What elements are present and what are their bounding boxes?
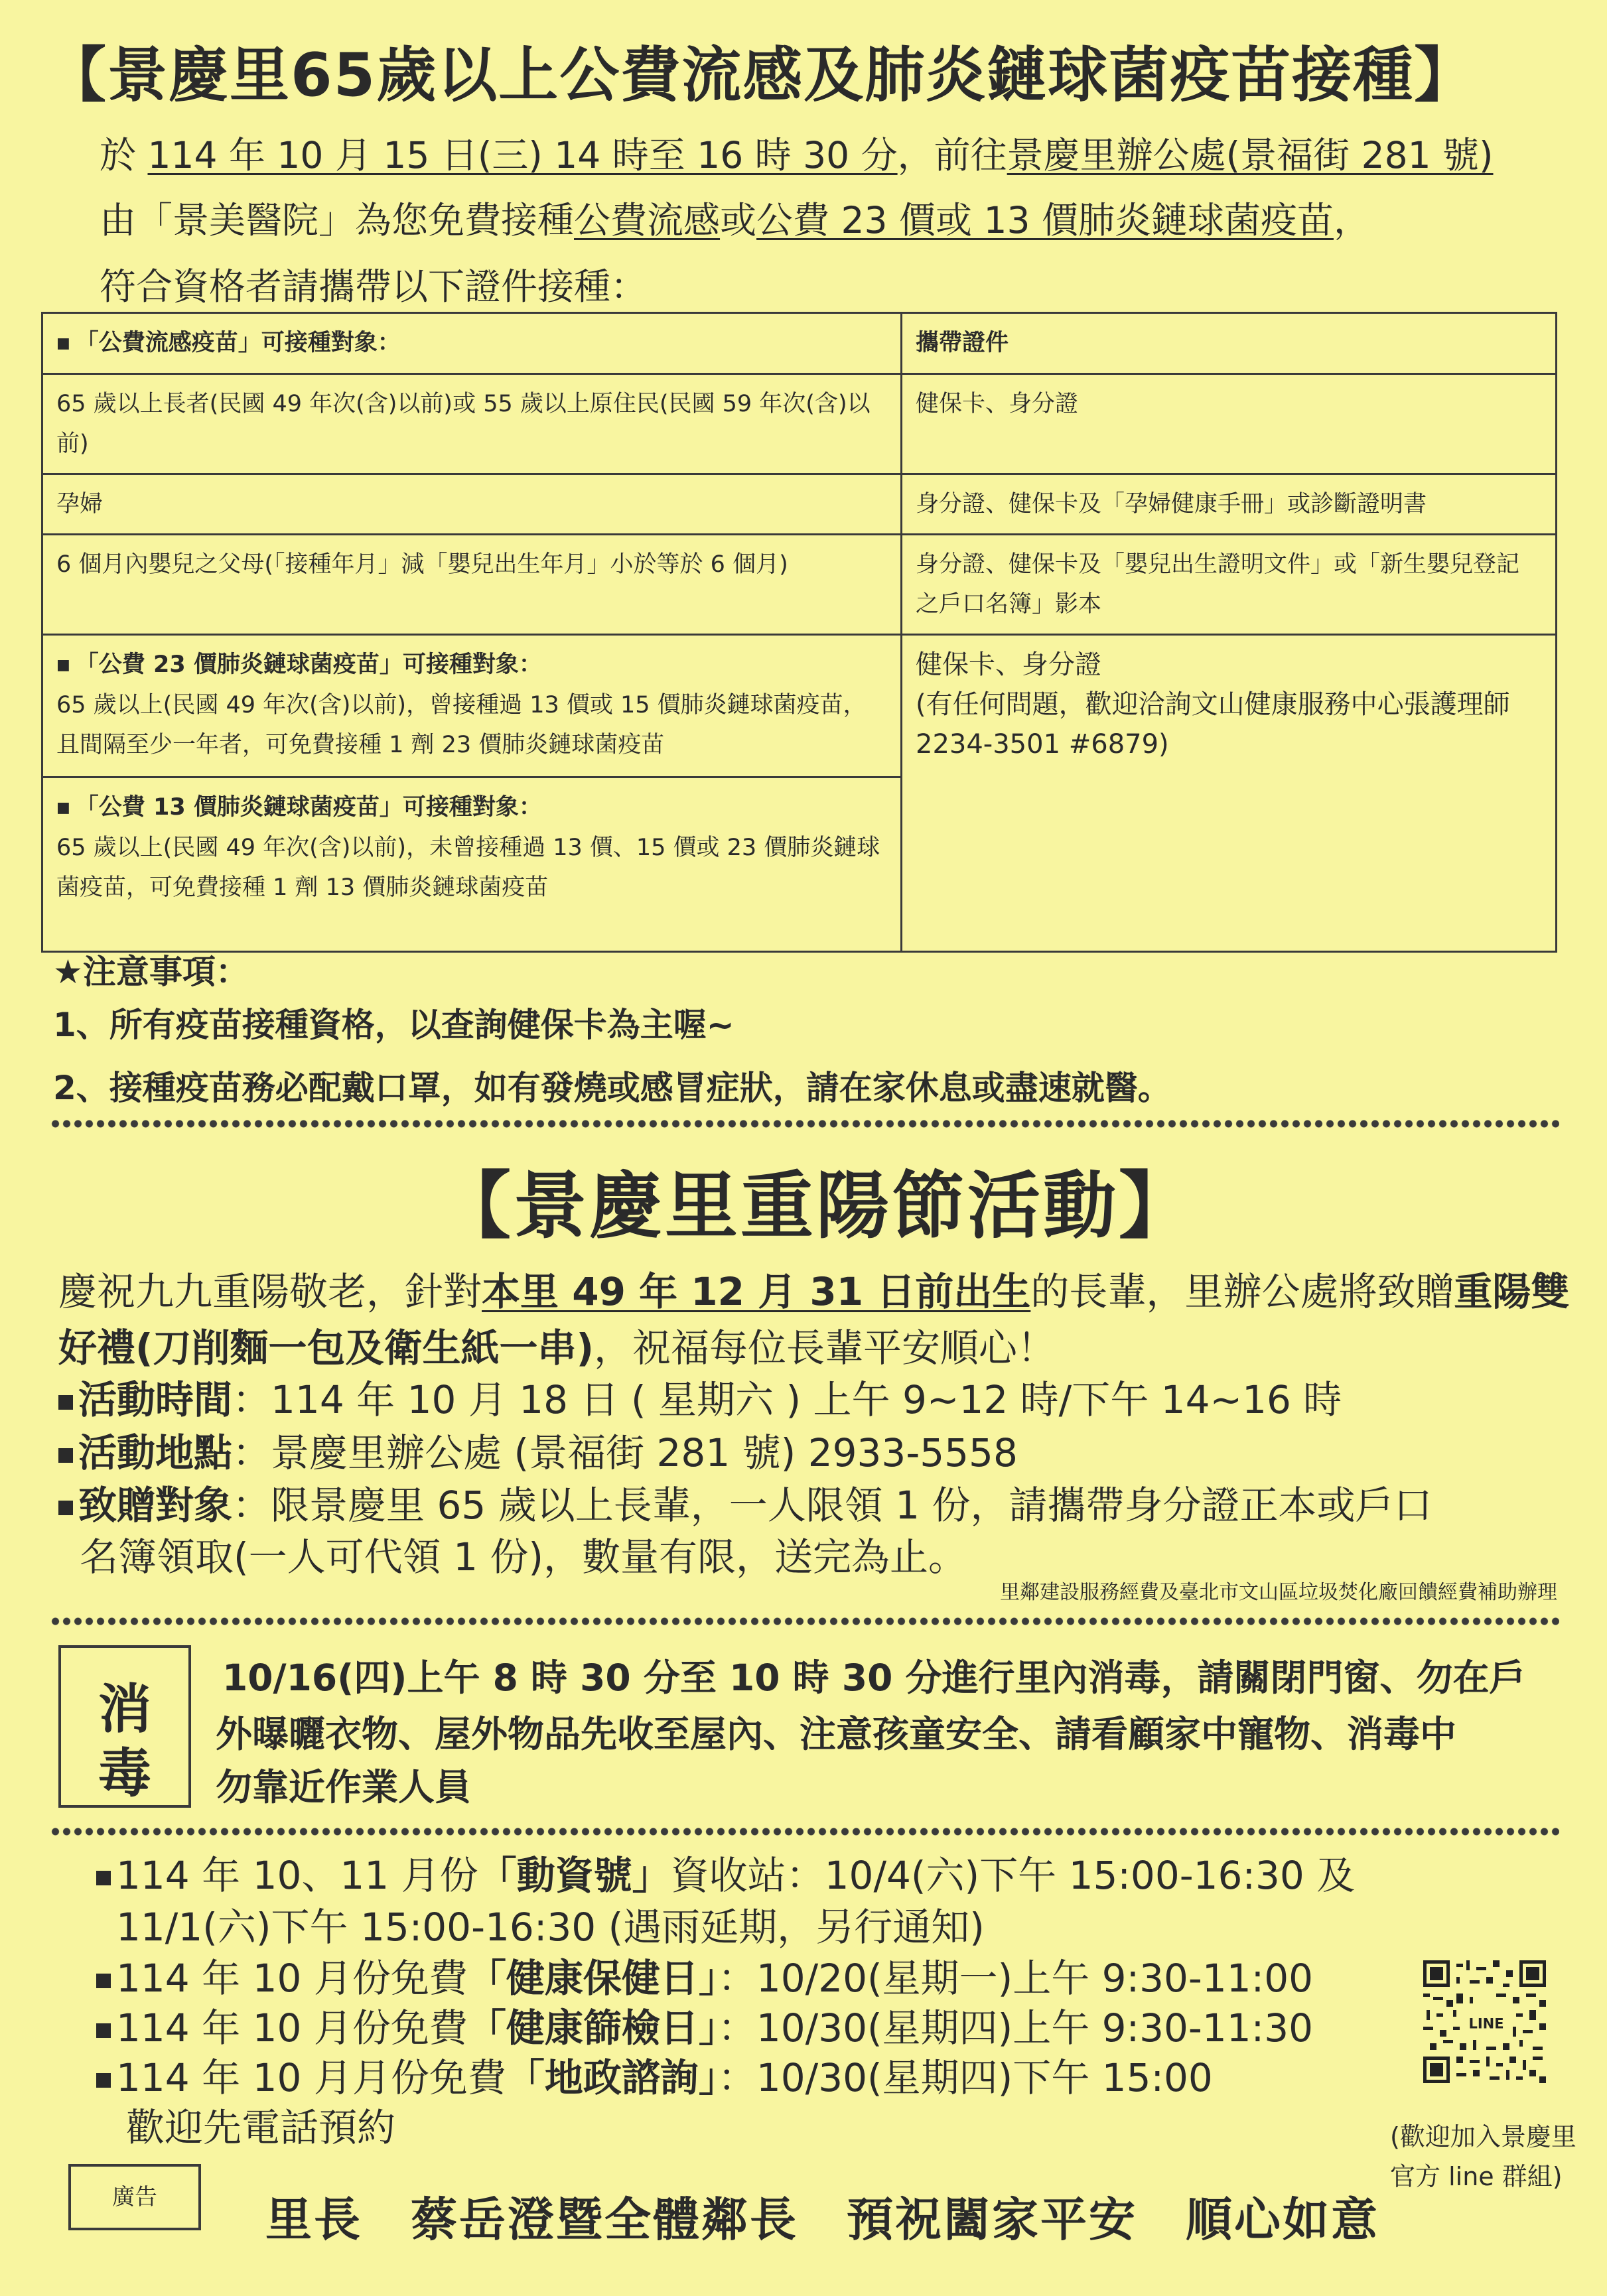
flu-header-cell [42,313,902,374]
intro-text: ，前往 [897,134,1007,176]
festival-target [58,1474,1432,1530]
pcv13-body: 65 歲以上(民國 49 年次(含)以前)，未曾接種過 13 價、15 價或 23 價肺炎鏈球菌疫苗，可免費接種 1 劑 13 價肺炎鏈球菌疫苗 [56,835,880,901]
pcv-documents-cell [902,635,1557,952]
intro-text: 由「景美醫院」為您免費接種 [100,199,575,241]
disinfection-label-2: 毒 [98,1743,151,1804]
target-label: 致贈對象 [78,1483,233,1528]
vaccination-place: 景慶里辦公處(景福街 281 號) [1007,134,1494,176]
documents-header: 攜帶證件 [916,330,1009,356]
pcv-documents: 健保卡、身分證 [916,649,1101,680]
pcv13-header: 「公費 13 價肺炎鏈球菌疫苗」可接種對象： [75,794,542,821]
qr-line-label: LINE [1468,2015,1504,2032]
square-bullet-icon [96,1871,111,1885]
festival-text: ，祝福每位長輩平安順心！ [594,1325,1056,1371]
disinfection-line-3: 勿靠近作業人員 [216,1766,472,1808]
festival-time [58,1369,1342,1424]
square-bullet-icon [96,1974,111,1988]
pneumococcal-vaccine: 公費 23 價或 13 價肺炎鏈球菌疫苗 [756,199,1334,241]
intro-text: ， [1333,199,1370,241]
intro-text: 於 [100,134,148,176]
square-bullet-icon: ■ [56,657,70,673]
table-cell: 65 歲以上長者(民國 49 年次(含)以前)或 55 歲以上原住民(民國 59 年次(含)以前) [42,374,902,474]
info-item-land-consult [96,2047,1213,2102]
table-cell: 孕婦 [42,474,902,535]
line-caption-2: 官方 line 群組) [1390,2162,1563,2191]
disinfection-line-2: 外曝曬衣物、屋外物品先收至屋內、注意孩童安全、請看顧家中寵物、消毒中 [216,1713,1457,1755]
closing-message: 里長 蔡岳澄暨全體鄰長 預祝闔家平安 順心如意 [265,2193,1379,2247]
place-label: 活動地點 [78,1430,233,1475]
line-caption-1: (歡迎加入景慶里 [1390,2122,1576,2151]
square-bullet-icon [58,1448,73,1463]
intro-line-3: 符合資格者請攜帶以下證件接種： [100,265,648,308]
info-text: ：10/30(星期四)上午 9:30-11:30 [717,2005,1314,2051]
square-bullet-icon [58,1395,73,1410]
festival-place [58,1422,1018,1477]
info-highlight: 「健康保健日」 [467,1956,718,2001]
info-text: 114 年 10、11 月份 [116,1853,478,1898]
dotted-divider [50,1617,1559,1625]
documents-header-cell [902,313,1557,374]
info-item-recycling-2: 11/1(六)下午 15:00-16:30 (遇雨延期，另行通知) [116,1905,985,1950]
table-cell: 健保卡、身分證 [902,374,1557,474]
festival-text: 的長輩，里辦公處將致贈 [1030,1269,1454,1314]
info-item-health-day [96,1947,1313,2003]
page-title: 【景慶里65歲以上公費流感及肺炎鏈球菌疫苗接種】 [46,40,1476,110]
time-label: 活動時間 [78,1377,233,1422]
info-item-recycling [96,1844,1355,1900]
festival-title: 【景慶里重陽節活動】 [438,1164,1194,1249]
pcv23-cell [42,635,902,777]
festival-desc-1 [58,1260,1569,1316]
time-value: ：114 年 10 月 18 日 ( 星期六 ) 上午 9~12 時/下午 14~16 時 [232,1377,1342,1422]
note-item-2: 2、接種疫苗務必配戴口罩，如有發燒或感冒症狀，請在家休息或盡速就醫。 [53,1069,1171,1107]
info-text: ：10/30(星期四)下午 15:00 [717,2055,1213,2100]
table-cell: 身分證、健保卡及「孕婦健康手冊」或診斷證明書 [902,474,1557,535]
pcv23-header: 「公費 23 價肺炎鏈球菌疫苗」可接種對象： [75,651,542,678]
intro-text: 或 [720,199,757,241]
festival-text: 慶祝九九重陽敬老，針對 [58,1269,482,1314]
dotted-divider [50,1120,1559,1128]
info-text: 114 年 10 月份免費 [116,1956,468,2001]
note-item-1: 1、所有疫苗接種資格，以查詢健保卡為主喔~ [53,1006,734,1044]
ad-label: 廣告 [68,2164,201,2230]
square-bullet-icon: ■ [56,335,70,352]
funding-note: 里鄰建設服務經費及臺北市文山區垃圾焚化廠回饋經費補助辦理 [1000,1581,1557,1604]
table-cell: 身分證、健保卡及「嬰兒出生證明文件」或「新生嬰兒登記之戶口名簿」影本 [902,535,1557,635]
info-highlight: 「動資號」 [478,1853,671,1898]
target-value: ：限景慶里 65 歲以上長輩，一人限領 1 份，請攜帶身分證正本或戶口 [232,1483,1432,1528]
pcv13-cell [42,777,902,952]
disinfection-label-1: 消 [98,1678,151,1740]
info-item-screening-day [96,1997,1313,2053]
place-value: ：景慶里辦公處 (景福街 281 號) 2933-5558 [232,1430,1018,1475]
line-qr-code-icon[interactable] [1423,1960,1546,2083]
info-text: 資收站：10/4(六)下午 15:00-16:30 及 [670,1853,1356,1898]
info-text: ：10/20(星期一)上午 9:30-11:00 [717,1956,1314,2001]
info-highlight: 「地政諮詢」 [506,2055,718,2100]
flu-header: 「公費流感疫苗」可接種對象： [75,330,401,356]
intro-line-1 [100,126,1494,178]
table-cell: 6 個月內嬰兒之父母(「接種年月」減「嬰兒出生年月」小於等於 6 個月) [42,535,902,635]
info-highlight: 「健康篩檢日」 [467,2005,718,2051]
square-bullet-icon [96,2073,111,2088]
info-text: 114 年 10 月份免費 [116,2005,468,2051]
festival-desc-2 [58,1317,1056,1373]
pcv23-body: 65 歲以上(民國 49 年次(含)以前)，曾接種過 13 價或 15 價肺炎鏈球菌疫苗，且間隔至少一年者，可免費接種 1 劑 23 價肺炎鏈球菌疫苗 [56,692,867,758]
festival-eligible: 本里 49 年 12 月 31 日前出生 [482,1269,1031,1314]
disinfection-line-1: 10/16(四)上午 8 時 30 分至 10 時 30 分進行里內消毒，請關閉門窗、勿在戶 [222,1656,1526,1699]
square-bullet-icon [58,1501,73,1515]
square-bullet-icon: ■ [56,799,70,816]
eligibility-table [41,312,1557,953]
dotted-divider [50,1828,1559,1836]
festival-gift-detail: 好禮(刀削麵一包及衛生紙一串) [58,1325,594,1371]
info-text: 114 年 10 月月份免費 [116,2055,506,2100]
square-bullet-icon [96,2023,111,2038]
contact-info: (有任何問題，歡迎洽詢文山健康服務中心張護理師 2234-3501 #6879) [916,689,1510,760]
vaccination-date: 114 年 10 月 15 日(三) 14 時至 16 時 30 分 [147,134,898,176]
flu-vaccine: 公費流感 [574,199,721,241]
festival-gift: 重陽雙 [1454,1269,1570,1314]
notes-heading: ★注意事項： [53,953,249,991]
festival-target-2: 名簿領取(一人可代領 1 份)，數量有限，送完為止。 [80,1534,967,1580]
info-item-land-consult-2: 歡迎先電話預約 [126,2105,396,2150]
disinfection-label-box [58,1645,191,1808]
intro-line-2 [100,191,1370,243]
